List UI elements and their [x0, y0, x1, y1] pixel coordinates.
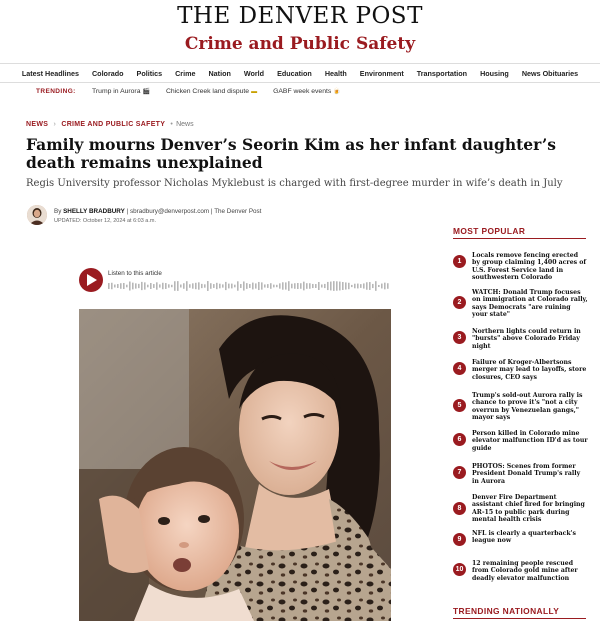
- most-popular-link[interactable]: Trump's sold-out Aurora rally is chance to prove it's "not a city overrun by Venezuelan gangs," mayor says: [472, 392, 583, 421]
- audio-play-button[interactable]: [79, 268, 103, 292]
- article-headline: Family mourns Denver’s Seorin Kim as her infant daughter’s death remains unexplained: [26, 135, 556, 172]
- trending-item-gabf[interactable]: [273, 88, 341, 95]
- most-popular-link[interactable]: Denver Fire Department assistant chief fired for bringing AR-15 to public park during mental health crisis: [472, 494, 585, 523]
- denver-post-logo[interactable]: THE DENVER POST: [177, 3, 423, 29]
- most-popular-link[interactable]: 12 remaining people rescued from Colorado gold mine after deadly elevator malfunction: [472, 560, 578, 582]
- trending-item-text: GABF week events: [273, 87, 332, 95]
- breadcrumb-separator: •: [170, 121, 174, 128]
- most-popular-link[interactable]: PHOTOS: Scenes from former President Donald Trump's rally in Aurora: [472, 463, 581, 485]
- nav-item-latest-headlines[interactable]: Latest Headlines: [21, 68, 79, 78]
- nav-item-health[interactable]: Health: [324, 68, 347, 78]
- most-popular-link[interactable]: Person killed in Colorado mine elevator malfunction ID'd as tour guide: [472, 430, 588, 452]
- breadcrumb: [26, 121, 194, 128]
- rank-badge: 9: [453, 533, 466, 546]
- nav-item-crime[interactable]: Crime: [175, 68, 196, 78]
- most-popular-link[interactable]: WATCH: Donald Trump focuses on immigration at Colorado rally, says Democrats "are ruining your state": [472, 289, 588, 318]
- article-hero-photo[interactable]: [79, 309, 391, 621]
- rank-badge: 7: [453, 466, 466, 479]
- film-icon: 🎬: [142, 88, 150, 95]
- rank-badge: 3: [453, 331, 466, 344]
- breadcrumb-news[interactable]: NEWS: [26, 121, 49, 128]
- rank-badge: 6: [453, 433, 466, 446]
- photo-mother-and-infant: [79, 309, 391, 621]
- author-avatar[interactable]: [27, 205, 47, 225]
- nav-item-education[interactable]: Education: [277, 68, 312, 78]
- trending-label: TRENDING:: [36, 87, 76, 95]
- main-nav: [0, 63, 600, 83]
- nav-item-housing[interactable]: Housing: [480, 68, 509, 78]
- trending-item-text: Chicken Creek land dispute: [165, 87, 250, 95]
- most-popular-link[interactable]: Locals remove fencing erected by group claiming 1,400 acres of U.S. Forest Service land in southwestern Colorado: [472, 252, 587, 281]
- rank-badge: 5: [453, 399, 466, 412]
- beer-icon: 🍺: [333, 88, 341, 95]
- nav-item-environment[interactable]: Environment: [359, 68, 404, 78]
- audio-waveform[interactable]: [108, 280, 390, 292]
- play-icon: [87, 274, 97, 286]
- masthead: [0, 0, 600, 62]
- byline-outlet: The Denver Post: [214, 208, 262, 215]
- byline-prefix: By: [54, 208, 62, 215]
- article-subhead: Regis University professor Nicholas Myklebust is charged with first-degree murder in wife’s death in July: [26, 178, 563, 189]
- box-icon: ▬: [251, 88, 258, 95]
- author-name[interactable]: SHELLY BRADBURY: [63, 208, 125, 215]
- audio-label: Listen to this article: [108, 270, 162, 277]
- trending-item-trump-aurora[interactable]: [92, 88, 150, 95]
- most-popular-heading: MOST POPULAR: [453, 226, 586, 239]
- rank-badge: 2: [453, 296, 466, 309]
- nav-item-nation[interactable]: Nation: [208, 68, 231, 78]
- byline-separator: |: [210, 208, 213, 215]
- sidebar: [453, 226, 588, 582]
- trending-bar: [0, 84, 600, 98]
- breadcrumb-separator: ›: [53, 121, 57, 128]
- nav-item-transportation[interactable]: Transportation: [416, 68, 468, 78]
- rank-badge: 10: [453, 563, 466, 576]
- trending-item-chicken-creek[interactable]: [166, 88, 257, 95]
- author-email[interactable]: sbradbury@denverpost.com: [129, 208, 210, 215]
- rank-badge: 1: [453, 255, 466, 268]
- nav-item-world[interactable]: World: [243, 68, 265, 78]
- rank-badge: 8: [453, 502, 466, 515]
- trending-item-text: Trump in Aurora: [92, 87, 141, 95]
- updated-timestamp: UPDATED: October 12, 2024 at 6:03 a.m.: [54, 218, 157, 224]
- breadcrumb-crime[interactable]: CRIME AND PUBLIC SAFETY: [61, 121, 166, 128]
- nav-item-colorado[interactable]: Colorado: [91, 68, 124, 78]
- nav-item-politics[interactable]: Politics: [136, 68, 163, 78]
- most-popular-link[interactable]: NFL is clearly a quarterback's league now: [472, 530, 577, 545]
- rank-badge: 4: [453, 362, 466, 375]
- byline-separator: |: [126, 208, 129, 215]
- section-title[interactable]: Crime and Public Safety: [184, 34, 416, 54]
- most-popular-link[interactable]: Failure of Kroger-Albertsons merger may lead to layoffs, store closures, CEO says: [472, 359, 587, 381]
- byline: [54, 208, 261, 215]
- trending-nationally-heading: TRENDING NATIONALLY: [453, 606, 586, 619]
- most-popular-link[interactable]: Northern lights could return in "bursts" above Colorado Friday night: [472, 328, 581, 350]
- breadcrumb-news-tag[interactable]: News: [176, 121, 194, 128]
- nav-item-news-obituaries[interactable]: News Obituaries: [521, 68, 579, 78]
